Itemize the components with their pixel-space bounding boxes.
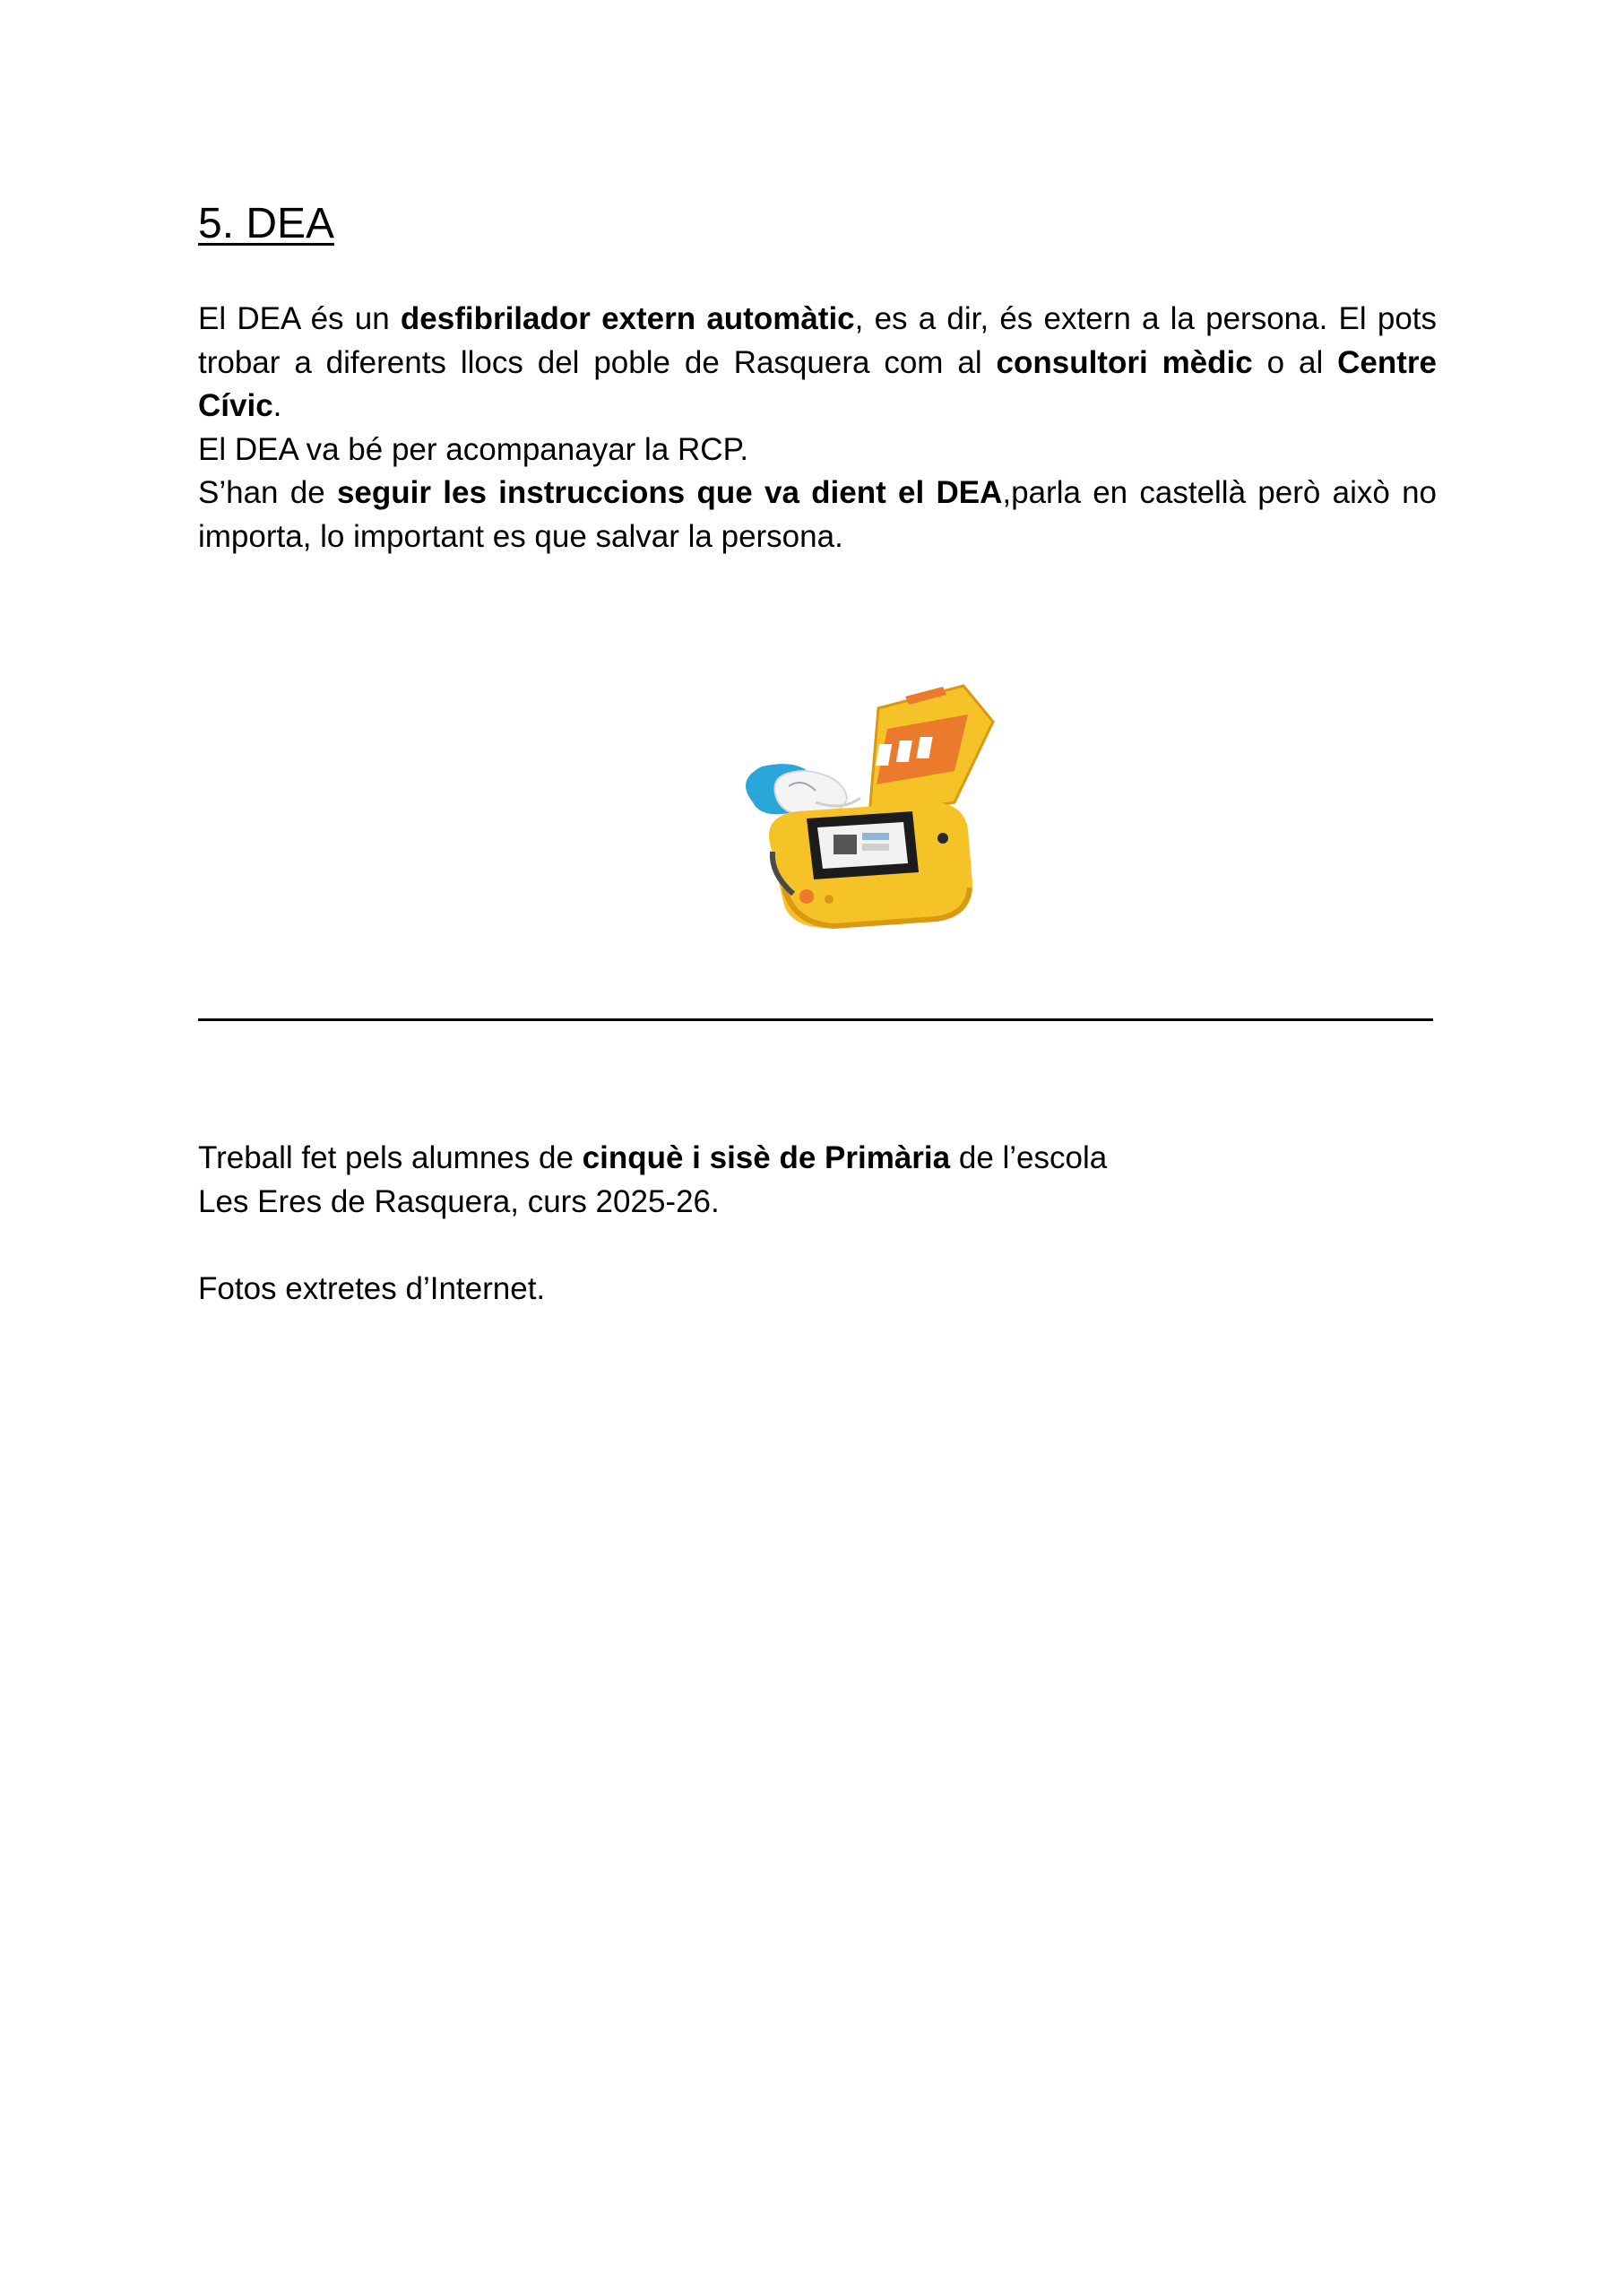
horizontal-divider xyxy=(198,1018,1433,1021)
intro-paragraph-3: S’han de seguir les instruccions que va dient el DEA,parla en castellà però això no importa, lo important es que salvar la persona. xyxy=(198,475,1437,554)
bold-term: cinquè i sisè de Primària xyxy=(582,1140,951,1175)
bold-term: seguir les instruccions que va dient el DEA xyxy=(336,475,1003,510)
credits-line-3: Fotos extretes d’Internet. xyxy=(198,1270,546,1306)
credits-text xyxy=(198,1137,1437,1311)
defibrillator-image xyxy=(708,659,1031,937)
section-heading: 5. DEA xyxy=(198,200,335,247)
bold-term: desfibrilador extern automàtic xyxy=(400,301,855,336)
aed-body xyxy=(769,802,972,928)
bold-term: Centre Cívic xyxy=(198,344,1437,423)
blank-line xyxy=(198,1224,1437,1268)
electrode-pads xyxy=(746,764,860,816)
credits-line-1: Treball fet pels alumnes de cinquè i sisè de Primària de l’escola xyxy=(198,1140,1108,1175)
intro-paragraph-1: El DEA és un desfibrilador extern automàtic, es a dir, és extern a la persona. El pots trobar a diferents llocs del poble de Rasquera com al consultori mèdic o al Centre Cívic. xyxy=(198,301,1438,423)
intro-text xyxy=(198,298,1437,559)
bold-term: consultori mèdic xyxy=(996,344,1253,380)
credits-line-2: Les Eres de Rasquera, curs 2025-26. xyxy=(198,1183,720,1219)
intro-paragraph-2: El DEA va bé per acompanayar la RCP. xyxy=(198,431,749,467)
aed-lid xyxy=(869,686,993,816)
